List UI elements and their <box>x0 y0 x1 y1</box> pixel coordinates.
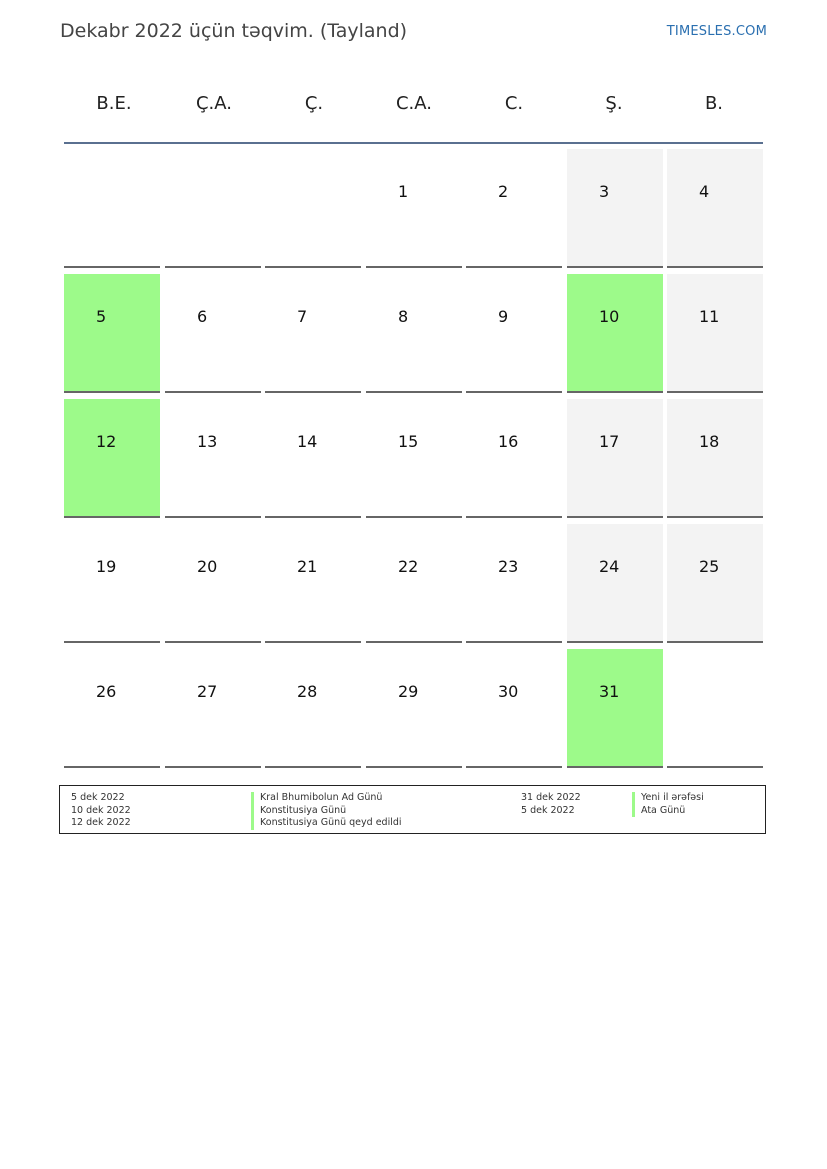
brand-link[interactable]: TIMESLES.COM <box>666 24 767 39</box>
legend-date: 10 dek 2022 <box>71 804 131 816</box>
day-number: 22 <box>398 557 419 576</box>
calendar-day-cell[interactable] <box>466 274 562 393</box>
calendar-day-cell[interactable] <box>64 649 160 768</box>
legend-names-right <box>632 792 704 817</box>
day-number: 15 <box>398 432 419 451</box>
legend-holiday-name: Konstitusiya Günü qeyd edildi <box>251 817 402 830</box>
day-number: 5 <box>96 307 107 326</box>
calendar-empty-cell <box>667 649 763 768</box>
day-number: 4 <box>699 182 710 201</box>
legend-holiday-name: Konstitusiya Günü <box>251 805 402 818</box>
calendar-day-cell[interactable] <box>165 399 261 518</box>
day-number: 27 <box>197 682 218 701</box>
day-number: 17 <box>599 432 620 451</box>
day-number: 16 <box>498 432 519 451</box>
day-number: 6 <box>197 307 208 326</box>
day-number: 3 <box>599 182 610 201</box>
calendar-day-cell[interactable] <box>466 149 562 268</box>
calendar-day-cell[interactable] <box>567 649 663 768</box>
day-number: 12 <box>96 432 117 451</box>
calendar-day-cell[interactable] <box>64 274 160 393</box>
calendar-day-cell[interactable] <box>567 399 663 518</box>
calendar-day-cell[interactable] <box>667 274 763 393</box>
day-number: 13 <box>197 432 218 451</box>
day-number: 11 <box>699 307 720 326</box>
day-number: 9 <box>498 307 509 326</box>
day-number: 19 <box>96 557 117 576</box>
calendar-day-cell[interactable] <box>466 649 562 768</box>
weekday-label: Ç. <box>304 93 324 114</box>
calendar-day-cell[interactable] <box>265 399 361 518</box>
day-number: 1 <box>398 182 409 201</box>
legend-date: 12 dek 2022 <box>71 817 131 828</box>
calendar-day-cell[interactable] <box>64 524 160 643</box>
day-number: 30 <box>498 682 519 701</box>
weekday-label: B. <box>704 93 724 114</box>
legend-names-left <box>251 792 402 830</box>
legend-holiday-name: Yeni il ərəfəsi <box>632 792 704 805</box>
legend-date: 5 dek 2022 <box>521 804 575 816</box>
day-number: 21 <box>297 557 318 576</box>
calendar-day-cell[interactable] <box>366 524 462 643</box>
calendar-day-cell[interactable] <box>366 274 462 393</box>
day-number: 31 <box>599 682 620 701</box>
day-number: 26 <box>96 682 117 701</box>
holiday-legend <box>59 785 766 834</box>
weekday-label: C. <box>504 93 524 114</box>
weekday-label: C.A. <box>395 93 432 114</box>
day-number: 28 <box>297 682 318 701</box>
day-number: 10 <box>599 307 620 326</box>
calendar-day-cell[interactable] <box>567 524 663 643</box>
legend-dates-left <box>71 792 131 830</box>
legend-date: 31 dek 2022 <box>521 792 581 803</box>
day-number: 2 <box>498 182 509 201</box>
day-number: 14 <box>297 432 318 451</box>
day-number: 24 <box>599 557 620 576</box>
calendar-day-cell[interactable] <box>567 149 663 268</box>
day-number: 8 <box>398 307 409 326</box>
calendar-day-cell[interactable] <box>466 524 562 643</box>
calendar-day-cell[interactable] <box>64 399 160 518</box>
calendar-empty-cell <box>165 149 261 268</box>
weekday-label: Ç.A. <box>195 93 232 114</box>
legend-holiday-name: Kral Bhumibolun Ad Günü <box>251 792 402 805</box>
calendar-day-cell[interactable] <box>165 274 261 393</box>
page-title: Dekabr 2022 üçün təqvim. (Tayland) <box>60 20 408 42</box>
legend-date: 5 dek 2022 <box>71 792 125 803</box>
weekday-label: Ş. <box>605 93 623 114</box>
calendar-day-cell[interactable] <box>667 524 763 643</box>
day-number: 23 <box>498 557 519 576</box>
calendar-day-cell[interactable] <box>265 274 361 393</box>
calendar-day-cell[interactable] <box>366 649 462 768</box>
weekday-header <box>64 80 764 142</box>
calendar-day-cell[interactable] <box>165 524 261 643</box>
calendar-day-cell[interactable] <box>667 149 763 268</box>
legend-dates-right <box>521 792 581 817</box>
weekday-label: B.E. <box>96 93 132 114</box>
day-number: 18 <box>699 432 720 451</box>
calendar-day-cell[interactable] <box>466 399 562 518</box>
legend-holiday-name: Ata Günü <box>632 805 704 818</box>
calendar-day-cell[interactable] <box>265 649 361 768</box>
calendar-day-cell[interactable] <box>567 274 663 393</box>
calendar-day-cell[interactable] <box>265 524 361 643</box>
header-divider <box>64 142 763 144</box>
day-number: 20 <box>197 557 218 576</box>
calendar-day-cell[interactable] <box>667 399 763 518</box>
calendar-empty-cell <box>64 149 160 268</box>
day-number: 7 <box>297 307 308 326</box>
day-number: 29 <box>398 682 419 701</box>
day-number: 25 <box>699 557 720 576</box>
calendar-day-cell[interactable] <box>366 149 462 268</box>
calendar-empty-cell <box>265 149 361 268</box>
calendar-day-cell[interactable] <box>165 649 261 768</box>
calendar-day-cell[interactable] <box>366 399 462 518</box>
